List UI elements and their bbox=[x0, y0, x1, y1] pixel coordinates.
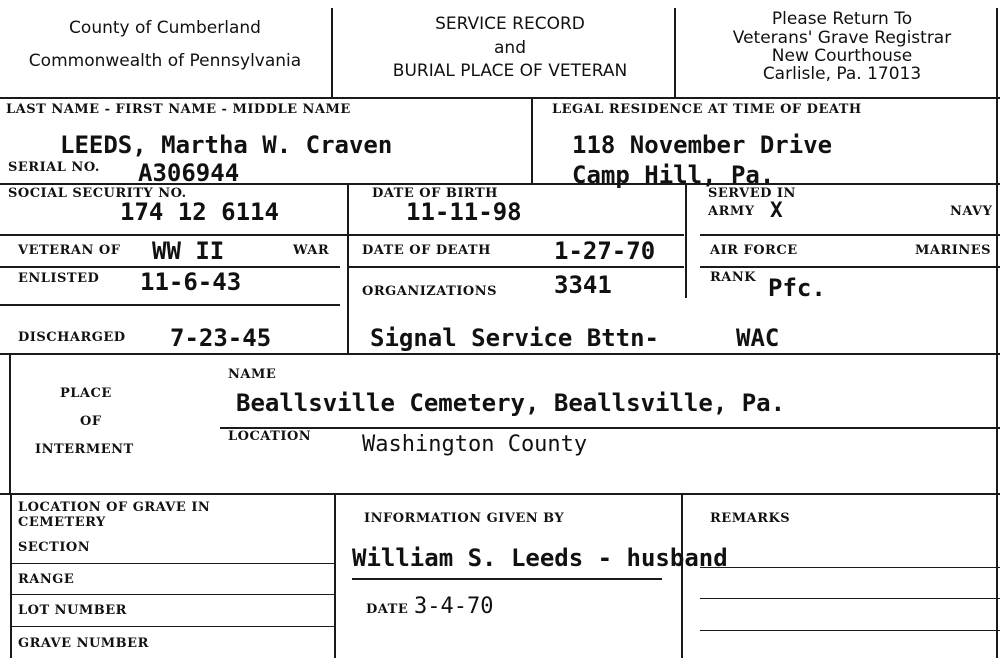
rule-header-bottom bbox=[0, 97, 1000, 99]
rule-interment-bottom bbox=[0, 493, 1000, 495]
organization-branch: WAC bbox=[736, 324, 780, 352]
rule-info-given bbox=[352, 578, 662, 580]
cemetery-location-value: Washington County bbox=[362, 432, 588, 457]
veteran-of-value: WW II bbox=[152, 237, 225, 265]
rule-ssn-bottom bbox=[0, 234, 348, 236]
rule-name-v bbox=[531, 97, 533, 183]
veteran-name: LEEDS, Martha W. Craven bbox=[60, 131, 393, 159]
rule-served-bottom bbox=[700, 234, 1000, 236]
return-line2: Veterans' Grave Registrar bbox=[732, 28, 952, 48]
rule-remarks-1 bbox=[700, 567, 1000, 568]
county-name: County of Cumberland bbox=[69, 18, 261, 38]
commonwealth-name: Commonwealth of Pennsylvania bbox=[28, 51, 302, 71]
location-label: LOCATION bbox=[228, 429, 312, 444]
residence-line2: Camp Hill, Pa. bbox=[572, 161, 775, 189]
rule-enlisted-bottom bbox=[0, 304, 340, 306]
rule-remarks-2 bbox=[700, 598, 1000, 599]
date-label: DATE bbox=[366, 602, 409, 617]
place-label: PLACE bbox=[60, 386, 112, 401]
form-title-line3: BURIAL PLACE OF VETERAN bbox=[392, 61, 628, 81]
rule-grave-v2 bbox=[681, 493, 683, 658]
rule-dob-bottom bbox=[348, 234, 684, 236]
cemetery-name-value: Beallsville Cemetery, Beallsville, Pa. bbox=[236, 389, 786, 417]
army-label: ARMY bbox=[708, 204, 755, 219]
rule-grave-v1 bbox=[334, 493, 336, 658]
enlisted-label: ENLISTED bbox=[18, 271, 100, 286]
marines-label: MARINES bbox=[915, 243, 992, 258]
rule-dod-bottom bbox=[348, 266, 684, 268]
grave-location-label-line2: CEMETERY bbox=[18, 515, 106, 530]
info-given-by-value: William S. Leeds - husband bbox=[352, 544, 728, 572]
grave-number-label: GRAVE NUMBER bbox=[18, 636, 149, 651]
discharged-value: 7-23-45 bbox=[170, 324, 272, 352]
section-label: SECTION bbox=[18, 540, 91, 555]
veteran-of-label: VETERAN OF bbox=[18, 243, 121, 258]
rule-grave-left bbox=[10, 493, 12, 658]
rule-service-v2 bbox=[685, 183, 687, 298]
rule-range bbox=[12, 594, 334, 595]
grave-location-label-line1: LOCATION OF GRAVE IN bbox=[18, 500, 211, 515]
ssn-label: SOCIAL SECURITY NO. bbox=[8, 186, 187, 201]
discharged-label: DISCHARGED bbox=[18, 330, 126, 345]
rule-header-v1 bbox=[331, 8, 333, 97]
form-title-line2: and bbox=[494, 38, 526, 58]
rule-service-v1 bbox=[347, 183, 349, 353]
rule-section bbox=[12, 563, 334, 564]
return-line1: Please Return To bbox=[771, 9, 913, 29]
rule-cemetery-name-bottom bbox=[220, 427, 1000, 429]
range-label: RANGE bbox=[18, 572, 75, 587]
dod-value: 1-27-70 bbox=[554, 237, 656, 265]
of-label: OF bbox=[80, 414, 102, 429]
organization-unit: Signal Service Bttn- bbox=[370, 324, 659, 352]
serial-number: A306944 bbox=[138, 159, 240, 187]
ssn-value: 174 12 6114 bbox=[120, 198, 279, 226]
army-check-mark: X bbox=[770, 198, 783, 222]
war-label: WAR bbox=[293, 243, 330, 258]
lot-number-label: LOT NUMBER bbox=[18, 603, 127, 618]
rule-service-bottom bbox=[0, 353, 1000, 355]
return-line4: Carlisle, Pa. 17013 bbox=[762, 64, 922, 84]
serial-label: SERIAL NO. bbox=[8, 160, 100, 175]
rule-lot bbox=[12, 626, 334, 627]
residence-label: LEGAL RESIDENCE AT TIME OF DEATH bbox=[552, 102, 862, 117]
rule-remarks-3 bbox=[700, 630, 1000, 631]
dob-value: 11-11-98 bbox=[406, 198, 522, 226]
dob-label: DATE OF BIRTH bbox=[372, 186, 498, 201]
cemetery-name-label: NAME bbox=[228, 367, 277, 382]
organizations-value: 3341 bbox=[554, 271, 612, 299]
form-title-line1: SERVICE RECORD bbox=[435, 14, 585, 34]
served-in-label: SERVED IN bbox=[708, 186, 796, 201]
rule-airforce-bottom bbox=[700, 266, 1000, 268]
remarks-label: REMARKS bbox=[710, 511, 791, 526]
interment-label: INTERMENT bbox=[35, 442, 134, 457]
rule-interment-left bbox=[9, 353, 11, 493]
rank-label: RANK bbox=[710, 270, 757, 285]
navy-label: NAVY bbox=[950, 204, 993, 219]
rank-value: Pfc. bbox=[768, 274, 826, 302]
enlisted-value: 11-6-43 bbox=[140, 268, 242, 296]
name-label: LAST NAME - FIRST NAME - MIDDLE NAME bbox=[6, 102, 351, 117]
organizations-label: ORGANIZATIONS bbox=[362, 284, 497, 299]
date-value: 3-4-70 bbox=[414, 594, 494, 619]
dod-label: DATE OF DEATH bbox=[362, 243, 491, 258]
air-force-label: AIR FORCE bbox=[710, 243, 798, 258]
info-given-by-label: INFORMATION GIVEN BY bbox=[364, 511, 565, 526]
residence-line1: 118 November Drive bbox=[572, 131, 833, 159]
return-line3: New Courthouse bbox=[771, 46, 913, 66]
rule-right-edge bbox=[996, 8, 998, 658]
